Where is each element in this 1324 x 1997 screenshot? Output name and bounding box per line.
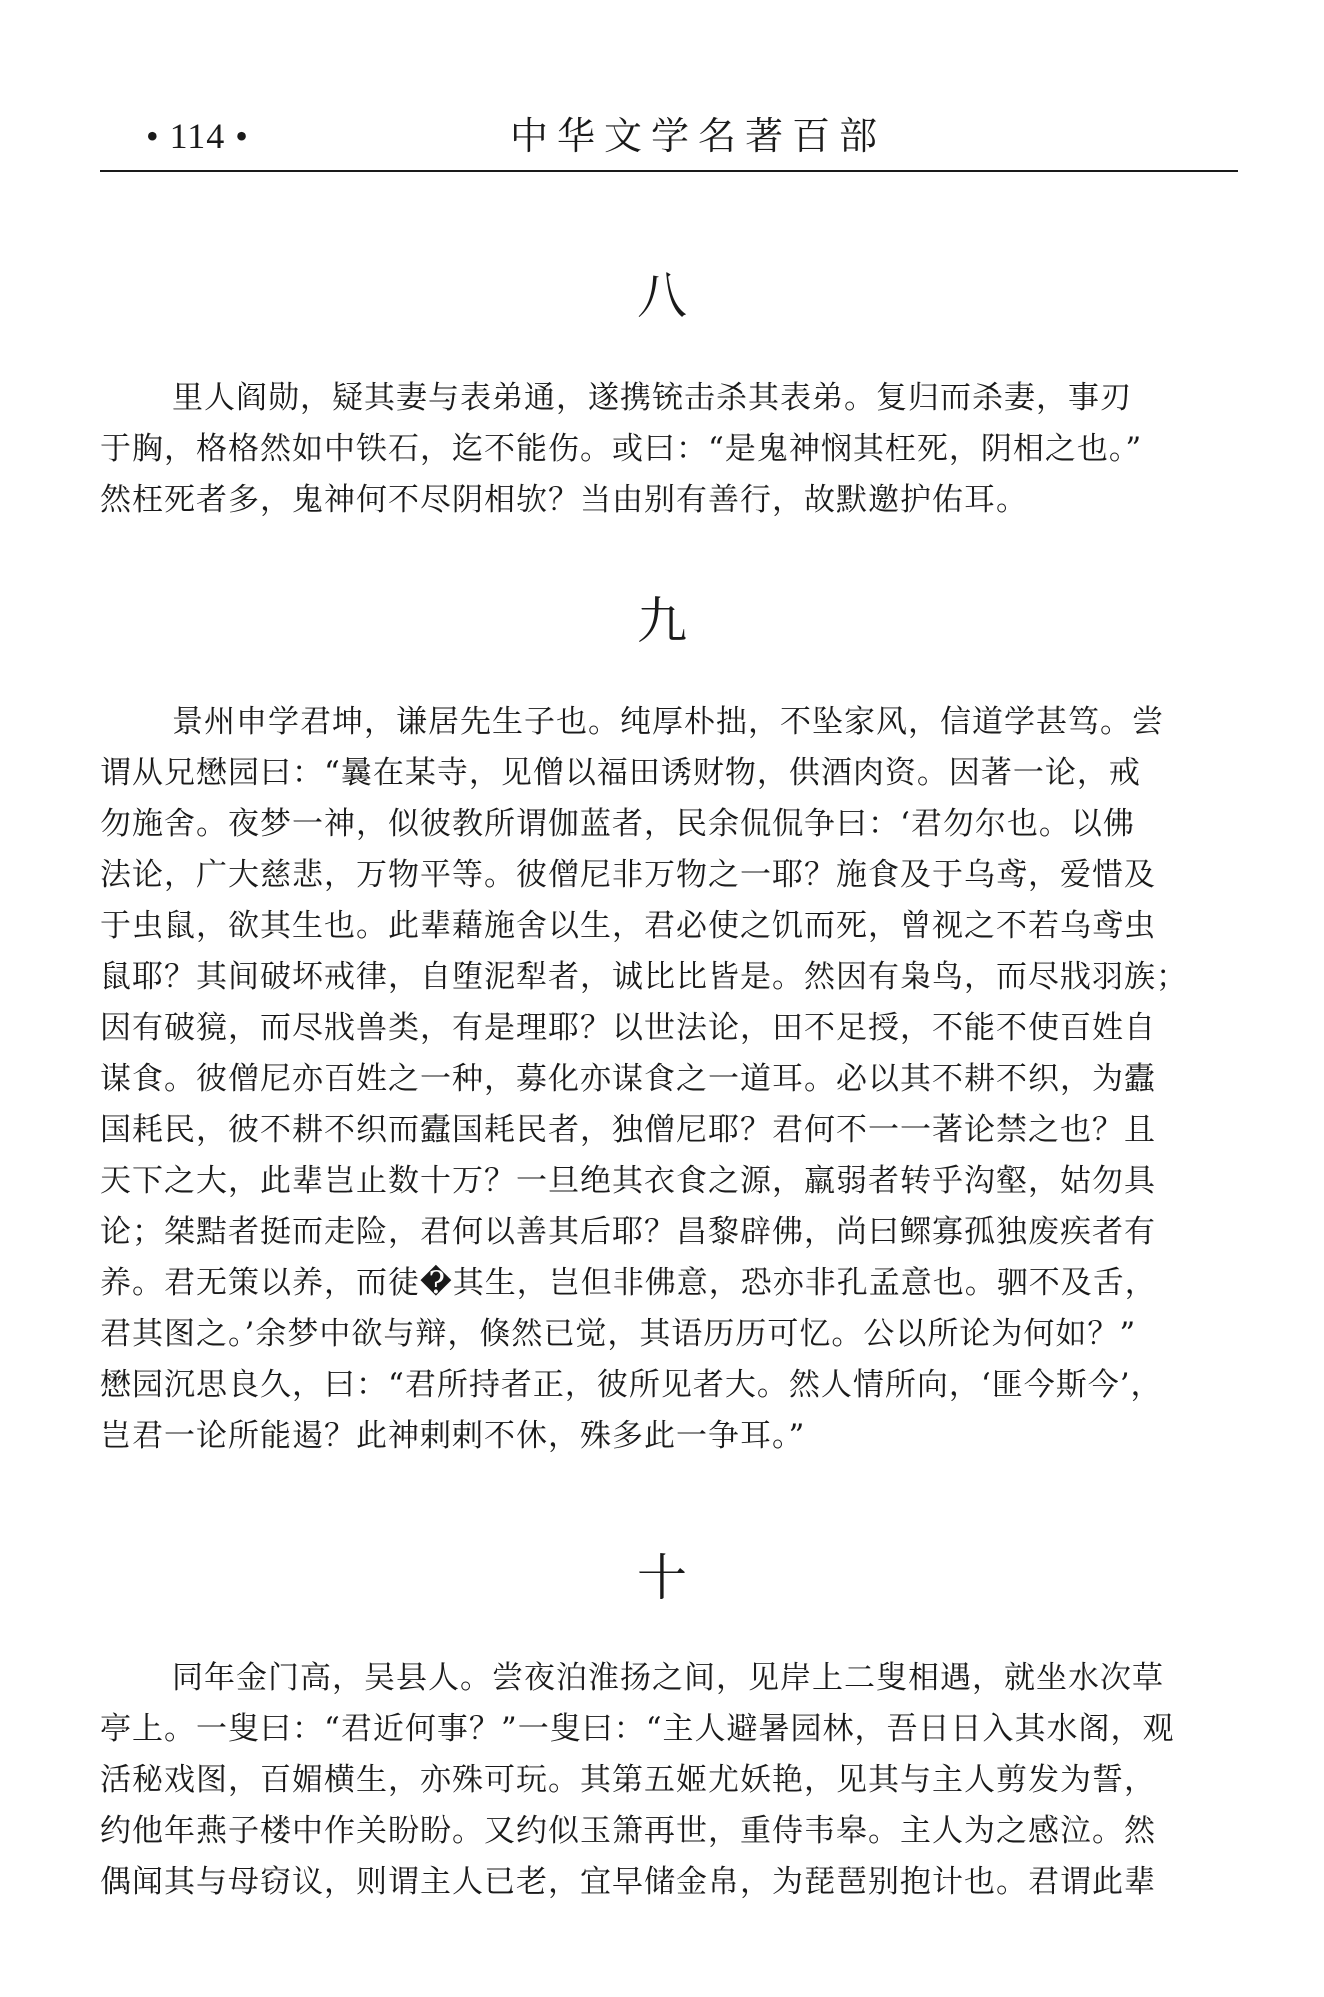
- text-line: 于胸，格格然如中铁石，迄不能伤。或曰：“是鬼神悯其枉死，阴相之也。”: [100, 431, 1143, 467]
- page-number: • 114 •: [146, 116, 249, 156]
- book-title: 中华文学名著百部: [510, 114, 887, 158]
- text-line: 景州申学君坤，谦居先生子也。纯厚朴拙，不坠家风，信道学甚笃。尝: [172, 704, 1164, 740]
- text-line: 于虫鼠，欲其生也。此辈藉施舍以生，君必使之饥而死，曾视之不若乌鸢虫: [100, 908, 1156, 944]
- text-line: 法论，广大慈悲，万物平等。彼僧尼非万物之一耶？施食及于乌鸢，爱惜及: [100, 857, 1156, 893]
- text-line: 岂君一论所能遏？此神剌剌不休，殊多此一争耳。”: [100, 1418, 806, 1454]
- running-header: [100, 104, 1238, 174]
- text-line: 天下之大，此辈岂止数十万？一旦绝其衣食之源，羸弱者转乎沟壑，姑勿具: [100, 1163, 1156, 1199]
- text-line: 论；桀黠者挺而走险，君何以善其后耶？昌黎辟佛，尚曰鳏寡孤独废疾者有: [100, 1214, 1156, 1250]
- text-line: 国耗民，彼不耕不织而蠹国耗民者，独僧尼耶？君何不一一著论禁之也？且: [100, 1112, 1156, 1148]
- text-line: 活秘戏图，百媚横生，亦殊可玩。其第五姬尤妖艳，见其与主人剪发为誓，: [100, 1762, 1156, 1798]
- section-body-9: [100, 697, 1238, 1462]
- section-heading-8: 八: [637, 267, 687, 325]
- text-line: 同年金门高，吴县人。尝夜泊淮扬之间，见岸上二叟相遇，就坐水次草: [172, 1660, 1164, 1696]
- section-body-8: [100, 373, 1238, 526]
- text-line: 鼠耶？其间破坏戒律，自堕泥犁者，诚比比皆是。然因有枭鸟，而尽戕羽族；: [100, 959, 1188, 995]
- text-line: 养。君无策以养，而徒�其生，岂但非佛意，恐亦非孔孟意也。驷不及舌，: [100, 1265, 1157, 1301]
- text-line: 谋食。彼僧尼亦百姓之一种，募化亦谋食之一道耳。必以其不耕不织，为蠹: [100, 1061, 1156, 1097]
- section-heading-9: 九: [637, 592, 687, 650]
- header-rule: [100, 170, 1238, 172]
- text-line: 偶闻其与母窃议，则谓主人已老，宜早储金帛，为琵琶别抱计也。君谓此辈: [100, 1864, 1156, 1900]
- text-line: 里人阎勋，疑其妻与表弟通，遂携铳击杀其表弟。复归而杀妻，事刃: [172, 380, 1132, 416]
- section-body-10: [100, 1653, 1238, 1908]
- text-line: 谓从兄懋园曰：“曩在某寺，见僧以福田诱财物，供酒肉资。因著一论，戒: [100, 755, 1141, 791]
- text-line: 君其图之。’余梦中欲与辩，倏然已觉，其语历历可忆。公以所论为何如？”: [100, 1316, 1137, 1352]
- text-line: 懋园沉思良久，曰：“君所持者正，彼所见者大。然人情所向，‘匪今斯今’，: [100, 1367, 1163, 1403]
- text-line: 因有破獍，而尽戕兽类，有是理耶？以世法论，田不足授，不能不使百姓自: [100, 1010, 1156, 1046]
- text-line: 勿施舍。夜梦一神，似彼教所谓伽蓝者，民余侃侃争曰：‘君勿尔也。以佛: [100, 806, 1135, 842]
- section-heading-10: 十: [637, 1549, 687, 1607]
- text-line: 约他年燕子楼中作关盼盼。又约似玉箫再世，重侍韦皋。主人为之感泣。然: [100, 1813, 1156, 1849]
- text-line: 然枉死者多，鬼神何不尽阴相欤？当由别有善行，故默邀护佑耳。: [100, 482, 1028, 518]
- text-line: 亭上。一叟曰：“君近何事？”一叟曰：“主人避暑园林，吾日日入其水阁，观: [100, 1711, 1175, 1747]
